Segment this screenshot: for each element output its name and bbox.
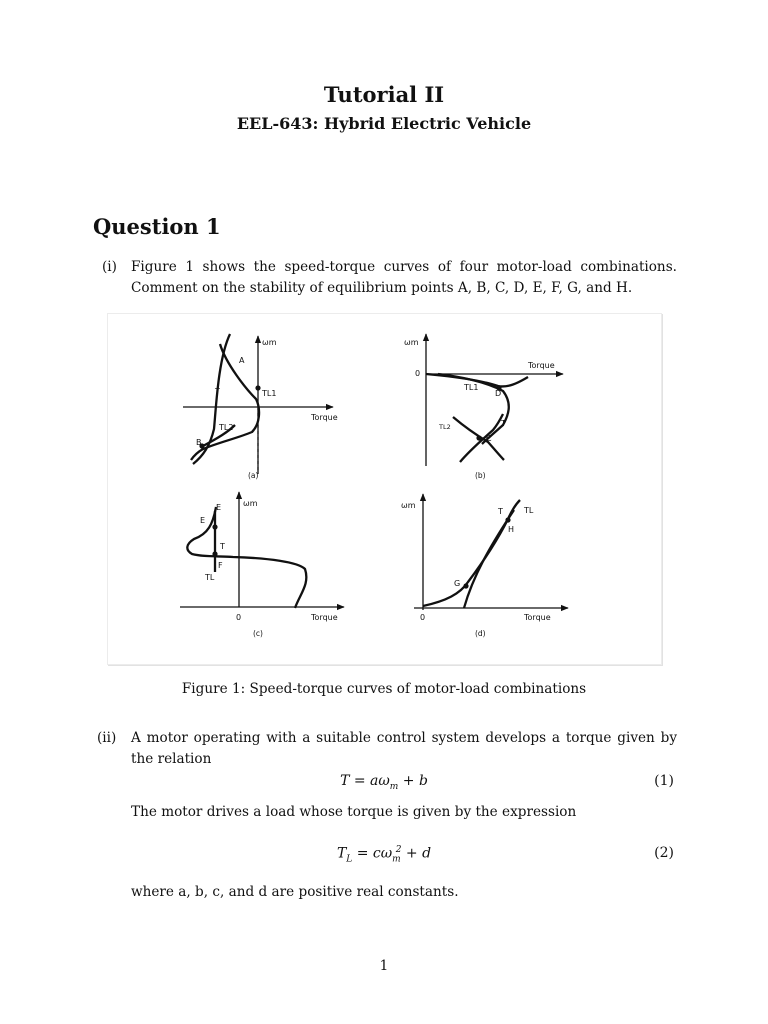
page-number: 1 xyxy=(379,958,389,974)
panel-c-torque: Torque xyxy=(311,613,338,622)
label-F: F xyxy=(218,561,223,570)
load-text: The motor drives a load whose torque is given by the expression xyxy=(131,804,577,820)
point-H xyxy=(505,517,510,522)
panel-d-omega: ωm xyxy=(401,501,416,510)
label-E-lower: E xyxy=(200,516,206,525)
panel-b-T: T xyxy=(501,419,506,428)
label-E-upper: E xyxy=(216,503,222,512)
panel-d xyxy=(401,494,568,638)
label-C: C xyxy=(486,434,492,443)
panel-d-label: (d) xyxy=(475,629,486,638)
panel-b-omega: ωm xyxy=(404,338,419,347)
figure-1 xyxy=(107,313,662,665)
panel-a-point xyxy=(255,385,260,390)
label-G: G xyxy=(454,579,461,588)
document-title: Tutorial II xyxy=(323,82,445,107)
panel-b-zero: 0 xyxy=(415,369,421,378)
course-subtitle: EEL-643: Hybrid Electric Vehicle xyxy=(236,114,532,133)
label-D: D xyxy=(495,389,502,398)
equation-1-body: $T = a\omega_m + b$ xyxy=(340,773,428,792)
part-i-number: (i) xyxy=(102,259,117,275)
equation-1-number: (1) xyxy=(654,773,674,789)
panel-d-curve-T xyxy=(464,510,514,608)
panel-d-curve-TL xyxy=(423,500,520,606)
label-H: H xyxy=(508,525,515,534)
speed-torque-figure xyxy=(108,314,661,664)
panel-a xyxy=(183,334,338,480)
panel-c-T: T xyxy=(220,542,225,551)
equation-2-body: $T_L = c\omega_m^2 + d$ xyxy=(336,845,432,865)
panel-a-torque: Torque xyxy=(311,413,338,422)
panel-b-label: (b) xyxy=(475,471,486,480)
panel-b-TL2: TL2 xyxy=(439,423,451,431)
panel-c-TL: TL xyxy=(205,573,215,582)
panel-b xyxy=(404,334,563,480)
label-A: A xyxy=(239,356,245,365)
where-text: where a, b, c, and d are positive real constants. xyxy=(131,884,459,900)
panel-b-TL1: TL1 xyxy=(464,383,479,392)
panel-c-zero: 0 xyxy=(236,613,242,622)
panel-d-T: T xyxy=(498,507,503,516)
point-F xyxy=(212,551,217,556)
panel-a-TL1: TL1 xyxy=(262,389,277,398)
point-G xyxy=(463,583,468,588)
point-E xyxy=(212,524,217,529)
panel-a-TL2: TL2 xyxy=(219,423,234,432)
equation-2-number: (2) xyxy=(654,845,674,861)
panel-d-TL: TL xyxy=(524,506,534,515)
panel-a-T: T xyxy=(215,387,220,396)
panel-c-label: (c) xyxy=(253,629,263,638)
panel-a-omega: ωm xyxy=(262,338,277,347)
panel-b-torque: Torque xyxy=(528,361,555,370)
question-heading: Question 1 xyxy=(93,214,221,239)
part-ii-number: (ii) xyxy=(97,730,117,746)
part-i-text: Figure 1 shows the speed-torque curves of four motor-load combinations. Comment on the stability of equilibrium points A, B, C, D, E, F, G, and H. xyxy=(131,259,677,296)
label-B: B xyxy=(196,438,202,447)
panel-d-torque: Torque xyxy=(524,613,551,622)
part-ii-text: A motor operating with a suitable control system develops a torque given by the relation xyxy=(131,730,677,767)
panel-c xyxy=(180,492,344,638)
panel-d-zero: 0 xyxy=(420,613,426,622)
figure-caption: Figure 1: Speed-torque curves of motor-load combinations xyxy=(181,681,587,697)
panel-a-label: (a) xyxy=(248,471,259,480)
panel-c-curve-T xyxy=(187,507,306,608)
panel-c-omega: ωm xyxy=(243,499,258,508)
point-C xyxy=(476,435,481,440)
